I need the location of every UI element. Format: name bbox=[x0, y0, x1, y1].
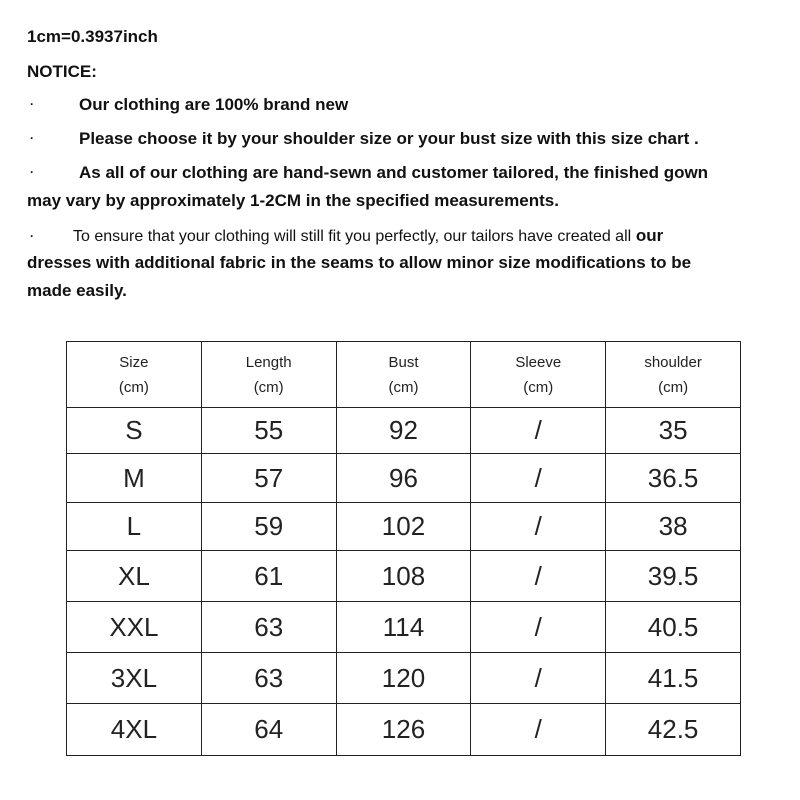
notice-item-4-bold: our bbox=[631, 226, 664, 245]
cell-sleeve: / bbox=[471, 503, 606, 551]
notice-item-4-line-2: dresses with additional fabric in the seams to allow minor size modifications to be bbox=[27, 253, 692, 272]
cell-sleeve: / bbox=[471, 408, 606, 454]
notice-item-2: Please choose it by your shoulder size or your bust size with this size chart . bbox=[79, 129, 699, 148]
notice-item-3-line-2: may vary by approximately 1-2CM in the specified measurements. bbox=[27, 191, 559, 210]
cell-bust: 126 bbox=[336, 704, 471, 756]
cell-size: 3XL bbox=[67, 653, 202, 704]
cell-size: XXL bbox=[67, 602, 202, 653]
table-row bbox=[67, 551, 741, 602]
cell-size: S bbox=[67, 408, 202, 454]
table-row bbox=[67, 408, 741, 454]
cell-length: 64 bbox=[201, 704, 336, 756]
table-row bbox=[67, 454, 741, 503]
header-size bbox=[67, 342, 202, 408]
header-size-label: Size bbox=[119, 353, 149, 371]
cell-bust: 120 bbox=[336, 653, 471, 704]
bullet-icon: · bbox=[30, 229, 34, 243]
table-row bbox=[67, 653, 741, 704]
cell-sleeve: / bbox=[471, 704, 606, 756]
header-sleeve-label: Sleeve bbox=[515, 353, 562, 371]
bullet-icon: · bbox=[30, 131, 34, 145]
cell-size: XL bbox=[67, 551, 202, 602]
cell-sleeve: / bbox=[471, 602, 606, 653]
cell-bust: 92 bbox=[336, 408, 471, 454]
header-size-unit: (cm) bbox=[118, 378, 149, 396]
cell-shoulder: 35 bbox=[606, 408, 741, 454]
cell-size: M bbox=[67, 454, 202, 503]
cell-length: 55 bbox=[201, 408, 336, 454]
header-length-unit: (cm) bbox=[253, 378, 284, 396]
header-shoulder-label: shoulder bbox=[644, 353, 702, 371]
cell-length: 61 bbox=[201, 551, 336, 602]
cell-shoulder: 40.5 bbox=[606, 602, 741, 653]
notice-item-4-line-1 bbox=[73, 226, 663, 246]
notice-item-4-regular: To ensure that your clothing will still fit you perfectly, our tailors have created all bbox=[73, 228, 632, 245]
cell-shoulder: 41.5 bbox=[606, 653, 741, 704]
notice-item-4-line-3: made easily. bbox=[27, 281, 127, 300]
cell-shoulder: 36.5 bbox=[606, 454, 741, 503]
header-length bbox=[201, 342, 336, 408]
cell-shoulder: 42.5 bbox=[606, 704, 741, 756]
bullet-icon: · bbox=[30, 97, 34, 111]
header-shoulder bbox=[606, 342, 741, 408]
cell-length: 57 bbox=[201, 454, 336, 503]
table-row bbox=[67, 704, 741, 756]
header-shoulder-unit: (cm) bbox=[658, 378, 689, 396]
notice-item-1: Our clothing are 100% brand new bbox=[79, 95, 349, 114]
notice-item-3-line-1: As all of our clothing are hand-sewn and customer tailored, the finished gown bbox=[79, 163, 709, 182]
unit-conversion: 1cm=0.3937inch bbox=[27, 27, 158, 46]
header-length-label: Length bbox=[245, 353, 292, 371]
cell-bust: 114 bbox=[336, 602, 471, 653]
cell-bust: 102 bbox=[336, 503, 471, 551]
cell-shoulder: 39.5 bbox=[606, 551, 741, 602]
table-row bbox=[67, 503, 741, 551]
cell-sleeve: / bbox=[471, 454, 606, 503]
size-chart-table bbox=[66, 341, 741, 756]
cell-length: 59 bbox=[201, 503, 336, 551]
header-bust-label: Bust bbox=[388, 353, 419, 371]
cell-sleeve: / bbox=[471, 551, 606, 602]
cell-shoulder: 38 bbox=[606, 503, 741, 551]
table-row bbox=[67, 602, 741, 653]
cell-bust: 108 bbox=[336, 551, 471, 602]
notice-title: NOTICE: bbox=[27, 62, 97, 81]
header-sleeve-unit: (cm) bbox=[523, 378, 554, 396]
cell-bust: 96 bbox=[336, 454, 471, 503]
cell-sleeve: / bbox=[471, 653, 606, 704]
bullet-icon: · bbox=[30, 165, 34, 179]
cell-size: 4XL bbox=[67, 704, 202, 756]
cell-length: 63 bbox=[201, 653, 336, 704]
table-header-row bbox=[67, 342, 741, 408]
header-sleeve bbox=[471, 342, 606, 408]
cell-size: L bbox=[67, 503, 202, 551]
header-bust bbox=[336, 342, 471, 408]
cell-length: 63 bbox=[201, 602, 336, 653]
header-bust-unit: (cm) bbox=[388, 378, 419, 396]
